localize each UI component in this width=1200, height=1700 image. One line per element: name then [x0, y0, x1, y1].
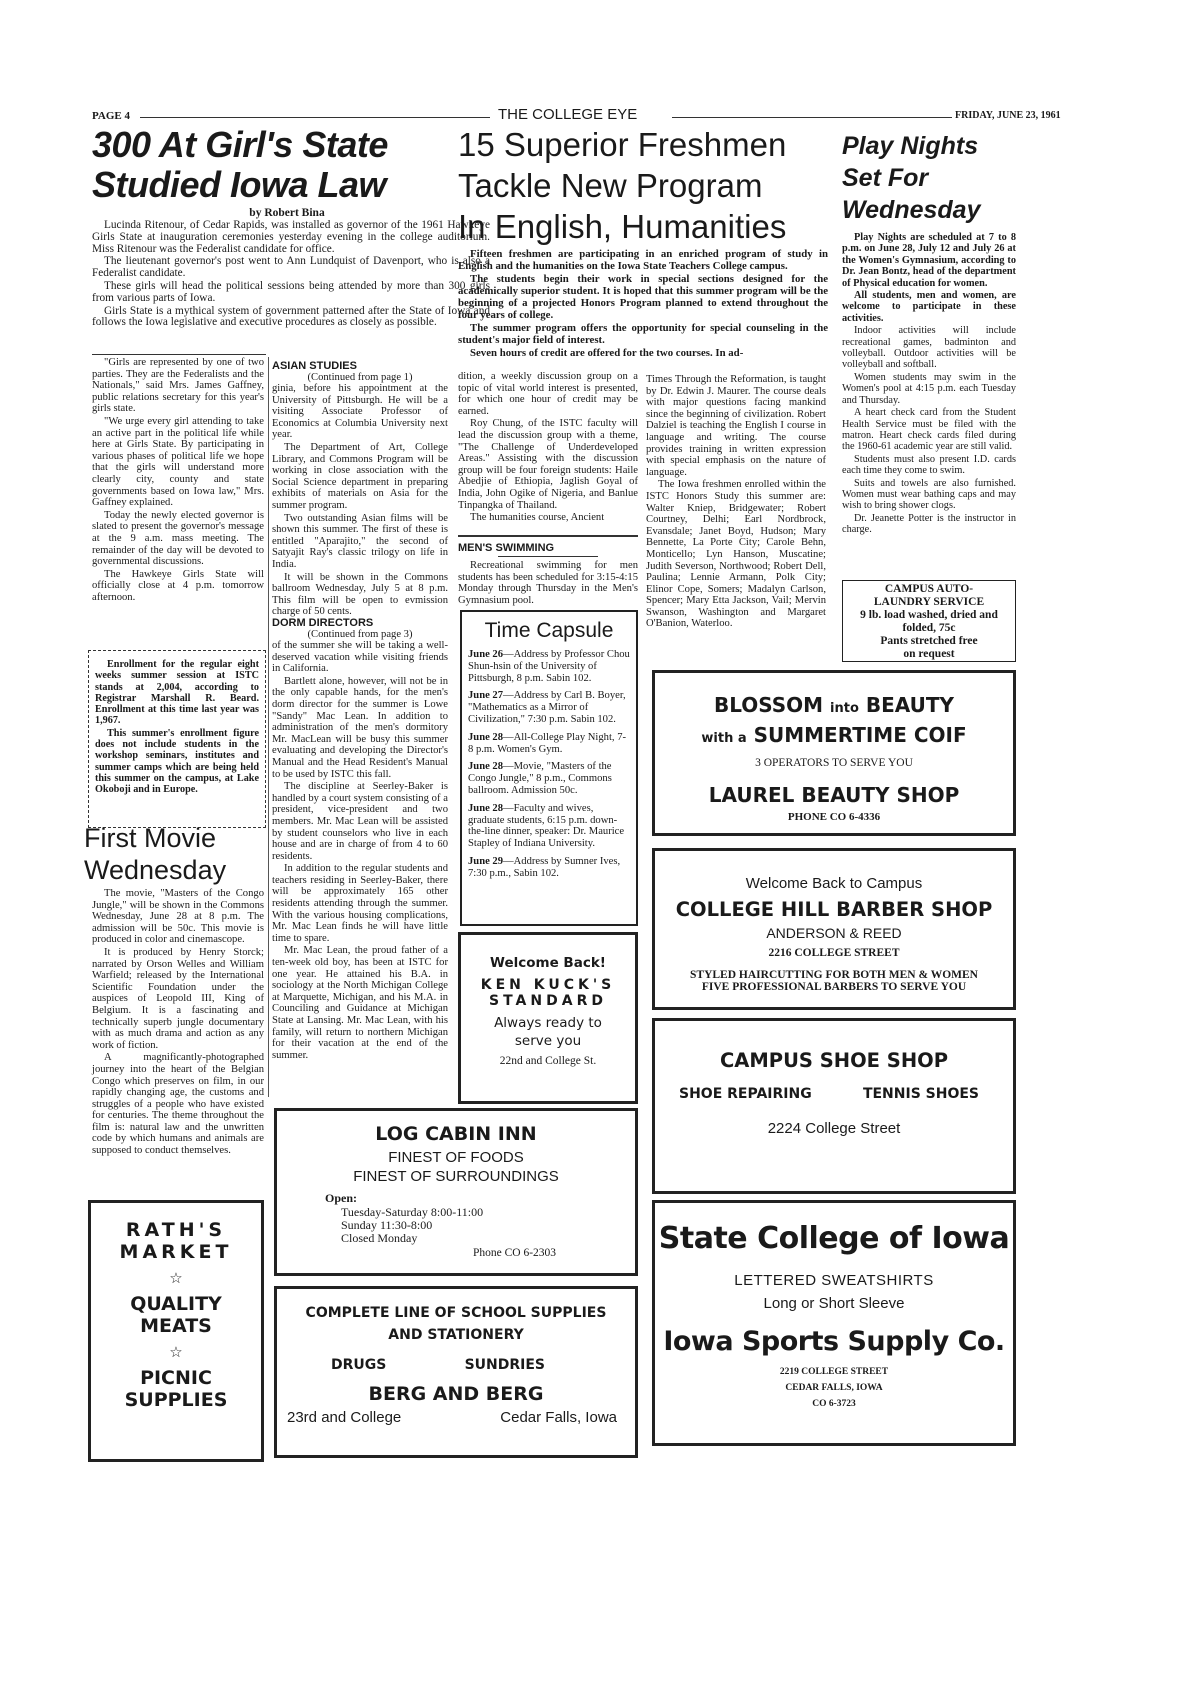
page-number: PAGE 4	[92, 110, 130, 122]
girls-state-body: "Girls are represented by one of two parties. They are the Federalists and the Nationals," said Mrs. James Gaffney, public relations secretary for this year's girls state. "We urge every girl attending to take an active part in the political life while here at Girls State. By participating in various phases of political life we hope that the girls will understand more clearly city, county and state governments based on Iowa law," Mrs. Gaffney explained. Today the newly elected governor is slated to present the governor's message at the 9 a.m. mass meeting. The remainder of the day will be devoted to governmental discussions. The Hawkeye Girls State will officially close at 4 p.m. tomorrow afternoon.	[92, 357, 264, 603]
dorm-directors-article: DORM DIRECTORS (Continued from page 3) of the summer she will be taking a well-deserved vacation while visiting friends in California. Bartlett alone, however, will not be in the only capable hands, for the men's dorm director for the summer is Lowe "Sandy" Mac Lean. In addition to administration of the men's dormitory Mr. MacLean will be busy this summer evaluating and developing the Director's Manual and the Head Resident's Manual to be used by ISTC this fall. The discipline at Seerley-Baker is handled by a court system consisting of a president, vice-president and two members. Mr. Mac Lean will be assisted by student counselors who live in each house and are in charge of from 4 to 60 residents. In addition to the regular students and teachers residing in Seerley-Baker, there will be approximately 165 other residents attending through the summer. With the various housing complications, Mr. Mac Lean finds he will have little time to spare. Mr. Mac Lean, the proud father of a ten-week old boy, has been at ISTC for one year. He attained his B.A. in sociology at the North Michigan College at Marquette, Michigan, and his M.A. in Counciling and Guidance at Michigan State at Lansing. Mr. Mac Lean, with his family, will return to northern Michigan for their vacation at the end of the summer.	[272, 617, 448, 1061]
freshmen-lead: Fifteen freshmen are participating in an enriched program of study in English and the humanities on the Iowa State Teachers College campus. The students begin their work in special sections designed for the academically superior student. It is hoped that this summer program will be the beginning of a projected Honors Program planned to extend throughout the four years of college. The summer program offers the opportunity for special counseling in the student's major field of interest. Seven hours of credit are offered for the two courses. In ad-	[458, 248, 828, 359]
play-nights-body: Play Nights are scheduled at 7 to 8 p.m. on June 28, July 12 and July 26 at the Women's Gymnasium, according to Dr. Jean Bontz, head of the department of Physical education for women. All students, men and women, are welcome to participate in these activities. Indoor activities will include recreational games, badminton and volleyball. Outdoor activities will be volleyball and softball. Women students may swim in the Women's pool at 4:15 p.m. each Tuesday and Thursday. A heart check card from the Student Health Service must be filed with the matron. Heart check cards filed during the 1960-61 academic year are still valid. Students must also present I.D. cards each time they come to swim. Suits and towels are also furnished. Women must wear bathing caps and may wish to bring shower clogs. Dr. Jeanette Potter is the instructor in charge.	[842, 232, 1016, 536]
girls-state-headline: 300 At Girl's State Studied Iowa Law	[92, 124, 388, 205]
freshmen-col-b: Times Through the Reformation, is taught by Dr. Edwin J. Maurer. The course deals with major questions facing mankind since the beginning of civilization. Robert Dalziel is teaching the English I course in language and writing. The course provides training in written expression with special emphasis on the nature of language. The Iowa freshmen enrolled within the ISTC Honors Study this summer are: Walter Kniep, Bridgewater; Robert Courtney, Delhi; Earl Nordbrock, Evansdale; Janet Boyd, Hudson; Mary Bennette, La Porte City; Carole Behn, Monticello; Lyn Hanson, Muscatine; Judith Severson, Northwood; Robert Dell, Paulina; Lennie Armann, Polk City; Elinor Cope, Somers; Madalyn Carlson, Spencer; Mary Etta Jackson, Vail; Mervin Swanson, Washington and Margaret O'Banion, Waterloo.	[646, 374, 826, 630]
star-icon: ☆	[169, 1343, 183, 1361]
enrollment-box: Enrollment for the regular eight weeks summer session at ISTC stands at 2,004, according to Registrar Marshall R. Beard. Enrollment at this time last year was 1,967. This summer's enrollment figure does not include students in the workshop seminars, institutes and summer camps which are being held this summer on the campus, at Lake Okoboji and in Europe.	[88, 650, 266, 828]
laurel-beauty-ad: BLOSSOM into BEAUTY with a SUMMERTIME COIF 3 OPERATORS TO SERVE YOU LAUREL BEAUTY SHOP PHONE CO 6-4336	[652, 670, 1016, 836]
raths-market-ad: RATH'S MARKET ☆ QUALITY MEATS ☆ PICNIC SUPPLIES	[88, 1200, 264, 1462]
first-movie-body: The movie, "Masters of the Congo Jungle," will be shown in the Commons Wednesday, June 28 at 8 p.m. The admission will be 50c. This movie is produced in color and cinemascope. It is produced by Henry Storck; narrated by Orson Welles and William Warfield; released by the International Scientific Foundation under the auspices of Leopold III, King of Belgium. It is a fascinating and technically superb jungle documentary with as much drama and action as any work of fiction. A magnificantly-photographed journey into the heart of the Belgian Congo which preserves on film, in our rapidly changing age, the customs and struggles of a people who have existed for centuries. The theme throughout the film is: natural law and the unwritten code by which humans and animals are supposed to conduct themselves.	[92, 888, 264, 1157]
play-nights-headline: Play Nights Set For Wednesday	[842, 132, 981, 224]
ken-kucks-ad: Welcome Back! KEN KUCK'S STANDARD Always ready to serve you 22nd and College St.	[458, 932, 638, 1104]
girls-state-lead: Lucinda Ritenour, of Cedar Rapids, was installed as governor of the 1961 Hawkeye Girls State at inauguration ceremonies yesterday evening in the college auditorium. Miss Ritenour was the Federalist candidate for office. The lieutenant governor's post went to Ann Lundquist of Davenport, who is also a Federalist candidate. These girls will head the political sessions being attended by more than 300 girls from various parts of Iowa. Girls State is a mythical system of government patterned after the State of Iowa and follows the Iowa legislative and executive procedures as closely as possible.	[92, 219, 490, 329]
laundry-ad: CAMPUS AUTO- LAUNDRY SERVICE 9 lb. load washed, dried and folded, 75c Pants stretched free on request	[842, 580, 1016, 662]
freshmen-headline: 15 Superior Freshmen Tackle New Program In English, Humanities	[458, 126, 787, 245]
freshmen-col-a: dition, a weekly discussion group on a topic of vital world interest is presented, for which one hour of credit may be earned. Roy Chung, of the ISTC faculty will lead the discussion group with a theme, "The Challenge of Underdeveloped Areas." Assisting with the discussion group will be four foreign students: Haile Abedjie of Ethiopia, Jaglish Goyal of India, John Ogike of Nigeria, and Banlue Tinpangka of Thailand. The humanities course, Ancient	[458, 371, 638, 524]
first-movie-headline: First Movie Wednesday	[84, 823, 227, 885]
log-cabin-ad: LOG CABIN INN FINEST OF FOODS FINEST OF SURROUNDINGS Open: Tuesday-Saturday 8:00-11:00 Sunday 11:30-8:00 Closed Monday Phone CO 6-2303	[274, 1108, 638, 1276]
issue-date: FRIDAY, JUNE 23, 1961	[955, 110, 1061, 121]
star-icon: ☆	[169, 1269, 183, 1287]
time-capsule-box: Time Capsule June 26—Address by Professor Chou Shun-hsin of the University of Pittsburgh, 8 p.m. Sabin 102. June 27—Address by Carl B. Boyer, "Mathematics as a Mirror of Civilization," 7:30 p.m. Sabin 102. June 28—All-College Play Night, 7-8 p.m. Women's Gym. June 28—Movie, "Masters of the Congo Jungle," 8 p.m., Commons ballroom. Admission 50c. June 28—Faculty and wives, graduate students, 6:15 p.m. down-the-line dinner, speaker: Dr. Maurice Stapley of Indiana University. June 29—Address by Sumner Ives, 7:30 p.m., Sabin 102.	[460, 610, 638, 926]
asian-studies-article: ASIAN STUDIES (Continued from page 1) ginia, before his appointment at the University of Pittsburgh. He will be a visiting Associate Professor of Economics at Columbia University next year. The Department of Art, College Library, and Commons Program will be working in close association with the Social Science department in preparing exhibits of materials on Asia for the summer program. Two outstanding Asian films will be shown this summer. The first of these is entitled "Aparajito," the second of Satyajit Ray's classic trilogy on life in India. It will be shown in the Commons ballroom Wednesday, July 5 at 8 p.m. This film will be open to evmission charge of 50 cents.	[272, 360, 448, 618]
paper-name: THE COLLEGE EYE	[498, 106, 638, 123]
barber-shop-ad: Welcome Back to Campus COLLEGE HILL BARBER SHOP ANDERSON & REED 2216 COLLEGE STREET STYLED HAIRCUTTING FOR BOTH MEN & WOMEN FIVE PROFESSIONAL BARBERS TO SERVE YOU	[652, 848, 1016, 1010]
mens-swimming-article: MEN'S SWIMMING Recreational swimming for men students has been scheduled for 3:15-4:15 Monday through Thursday in the Men's Gymnasium pool.	[458, 542, 638, 606]
byline: by Robert Bina	[249, 207, 325, 219]
berg-and-berg-ad: COMPLETE LINE OF SCHOOL SUPPLIES AND STATIONERY DRUGS SUNDRIES BERG AND BERG 23rd and College Cedar Falls, Iowa	[274, 1286, 638, 1458]
iowa-sports-supply-ad: State College of Iowa LETTERED SWEATSHIRTS Long or Short Sleeve Iowa Sports Supply Co. 2219 COLLEGE STREET CEDAR FALLS, IOWA CO 6-3723	[652, 1200, 1016, 1446]
time-capsule-list: June 26—Address by Professor Chou Shun-hsin of the University of Pittsburgh, 8 p.m. Sabin 102. June 27—Address by Carl B. Boyer, "Mathematics as a Mirror of Civilization," 7:30 p.m. Sabin 102. June 28—All-College Play Night, 7-8 p.m. Women's Gym. June 28—Movie, "Masters of the Congo Jungle," 8 p.m., Commons ballroom. Admission 50c. June 28—Faculty and wives, graduate students, 6:15 p.m. down-the-line dinner, speaker: Dr. Maurice Stapley of Indiana University. June 29—Address by Sumner Ives, 7:30 p.m., Sabin 102.	[468, 649, 630, 879]
campus-shoe-shop-ad: CAMPUS SHOE SHOP SHOE REPAIRING TENNIS SHOES 2224 College Street	[652, 1018, 1016, 1194]
